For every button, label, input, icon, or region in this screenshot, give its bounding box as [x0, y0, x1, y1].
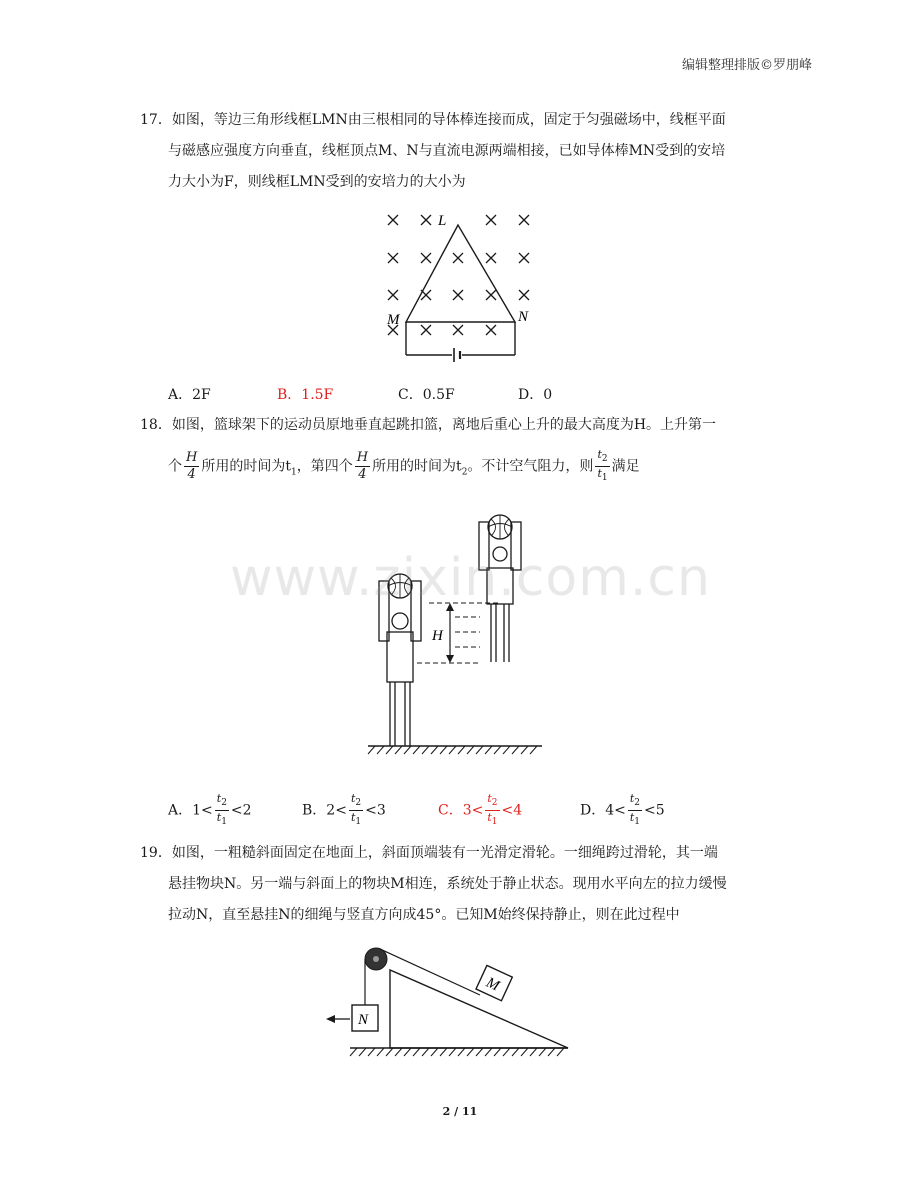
ground-hatch: [422, 1048, 429, 1056]
ground-hatch: [467, 1048, 474, 1056]
q18-text2f: 满足: [611, 458, 640, 475]
q18-frac-h: $\frac{H}{4}$: [186, 450, 198, 483]
ground-hatch: [404, 1048, 411, 1056]
q19-text1: 如图，一粗糙斜面固定在地面上，斜面顶端装有一光滑定滑轮。一细绳跨过滑轮，其一端: [171, 845, 718, 861]
q18-text2d: 所用的时间为t: [372, 458, 462, 475]
ground-hatch: [494, 746, 501, 754]
q19-label-n: N: [358, 1012, 369, 1028]
magnetic-field-cross: [519, 253, 529, 263]
q17-option-b[interactable]: B．1.5F: [277, 387, 334, 403]
ground-hatch: [458, 746, 465, 754]
ground-hatch: [539, 1048, 546, 1056]
ground-hatch: [431, 1048, 438, 1056]
q17-option-c[interactable]: C．0.5F: [398, 387, 455, 403]
magnetic-field-cross: [388, 253, 398, 263]
q18-line1: [140, 415, 716, 435]
q18-option-c[interactable]: C．3< $\frac{t_2}{t_1}$ <4: [438, 792, 523, 828]
ground-hatch: [485, 746, 492, 754]
page-header: 编辑整理排版©罗朋峰: [681, 58, 812, 73]
ground-hatch: [494, 1048, 501, 1056]
magnetic-field-cross: [486, 325, 496, 335]
ground-hatch: [440, 1048, 447, 1056]
q17-line3: 力大小为F，则线框LMN受到的安培力的大小为: [168, 174, 466, 190]
magnetic-field-cross: [453, 290, 463, 300]
ground-hatch: [476, 1048, 483, 1056]
q18-option-a[interactable]: A．1< $\frac{t_2}{t_1}$ <2: [168, 792, 252, 828]
ground-hatch: [386, 1048, 393, 1056]
ground-hatch: [359, 1048, 366, 1056]
magnetic-field-cross: [486, 215, 496, 225]
ground-hatch: [422, 746, 429, 754]
q19-number: 19．: [140, 845, 172, 861]
q17-label-M: M: [387, 312, 400, 328]
ground-hatch: [413, 746, 420, 754]
q19-figure: [320, 940, 580, 1065]
ground-hatch: [377, 746, 384, 754]
q19-label-m: M: [483, 974, 502, 995]
magnetic-field-cross: [388, 215, 398, 225]
q18-text2c: ，第四个: [296, 458, 353, 475]
ground-hatch: [458, 1048, 465, 1056]
q18-frac-t: $\frac{t_2}{t_1}$: [597, 448, 608, 484]
q17-option-a[interactable]: A．2F: [168, 387, 211, 403]
q17-line2: 与磁感应强度方向垂直，线框顶点M、N与直流电源两端相接，已如导体棒MN受到的安培: [168, 143, 726, 159]
magnetic-field-cross: [519, 290, 529, 300]
magnetic-field-cross: [421, 253, 431, 263]
ground-hatch: [449, 746, 456, 754]
magnetic-field-cross: [486, 253, 496, 263]
ground-hatch: [368, 1048, 375, 1056]
magnetic-field-cross: [453, 253, 463, 263]
ground-hatch: [485, 1048, 492, 1056]
magnetic-field-cross: [453, 325, 463, 335]
ground-hatch: [395, 1048, 402, 1056]
q17-label-N: N: [518, 309, 529, 325]
watermark: www.zixin.com.cn: [230, 548, 711, 608]
q18-text1: 如图，篮球架下的运动员原地垂直起跳扣篮，离地后重心上升的最大高度为H。上升第一: [171, 417, 717, 433]
q17-text1: 如图，等边三角形线框LMN由三根相同的导体棒连接而成，固定于匀强磁场中，线框平面: [171, 112, 726, 128]
magnetic-field-cross: [421, 215, 431, 225]
ground-hatch: [440, 746, 447, 754]
magnetic-field-cross: [421, 325, 431, 335]
q19-line3: 拉动N，直至悬挂N的细绳与竖直方向成45°。已知M始终保持静止，则在此过程中: [168, 907, 680, 923]
ground-hatch: [377, 1048, 384, 1056]
magnetic-field-cross: [519, 215, 529, 225]
ground-hatch: [530, 746, 537, 754]
ground-hatch: [413, 1048, 420, 1056]
q18-frac-h2: $\frac{H}{4}$: [356, 450, 369, 483]
ground-hatch: [449, 1048, 456, 1056]
ground-hatch: [404, 746, 411, 754]
ground-hatch: [521, 1048, 528, 1056]
q17-number: 17．: [140, 112, 172, 128]
page-number: 2 / 11: [442, 1105, 478, 1118]
ground-hatch: [368, 746, 375, 754]
q18-text2b: 所用的时间为t: [201, 458, 291, 475]
q17-option-d[interactable]: D．0: [518, 387, 553, 403]
q17-label-L: L: [438, 213, 447, 229]
ground-hatch: [503, 746, 510, 754]
q18-label-h: H: [432, 628, 443, 644]
magnetic-field-cross: [388, 290, 398, 300]
q18-text2a: 个: [168, 458, 182, 475]
q18-option-b[interactable]: B．2< $\frac{t_2}{t_1}$ <3: [302, 792, 386, 828]
ground-hatch: [431, 746, 438, 754]
q18-line2: 个 $\frac{H}{4}$ 所用的时间为$t_1$，第四个 $\frac{H}{4}$ 所用的时间为$t_2$。不计空气阻力，则 $\frac{t_2}{t_1}$ 满足: [168, 448, 640, 484]
ground-hatch: [395, 746, 402, 754]
q17-figure: [375, 205, 545, 365]
q17-line1: [140, 110, 726, 130]
ground-hatch: [386, 746, 393, 754]
ground-hatch: [512, 746, 519, 754]
ground-hatch: [467, 746, 474, 754]
ground-hatch: [476, 746, 483, 754]
ground-hatch: [512, 1048, 519, 1056]
ground-hatch: [530, 1048, 537, 1056]
q18-option-d[interactable]: D．4< $\frac{t_2}{t_1}$ <5: [580, 792, 665, 828]
q19-line1: [140, 843, 718, 863]
ground-hatch: [548, 1048, 555, 1056]
ground-hatch: [521, 746, 528, 754]
magnetic-field-cross: [486, 290, 496, 300]
q18-text2e: 。不计空气阻力，则: [467, 458, 594, 475]
ground-hatch: [503, 1048, 510, 1056]
q19-line2: 悬挂物块N。另一端与斜面上的物块M相连，系统处于静止状态。现用水平向左的拉力缓慢: [168, 876, 727, 892]
ground-hatch: [557, 1048, 564, 1056]
q18-number: 18．: [140, 417, 172, 433]
ground-hatch: [350, 1048, 357, 1056]
